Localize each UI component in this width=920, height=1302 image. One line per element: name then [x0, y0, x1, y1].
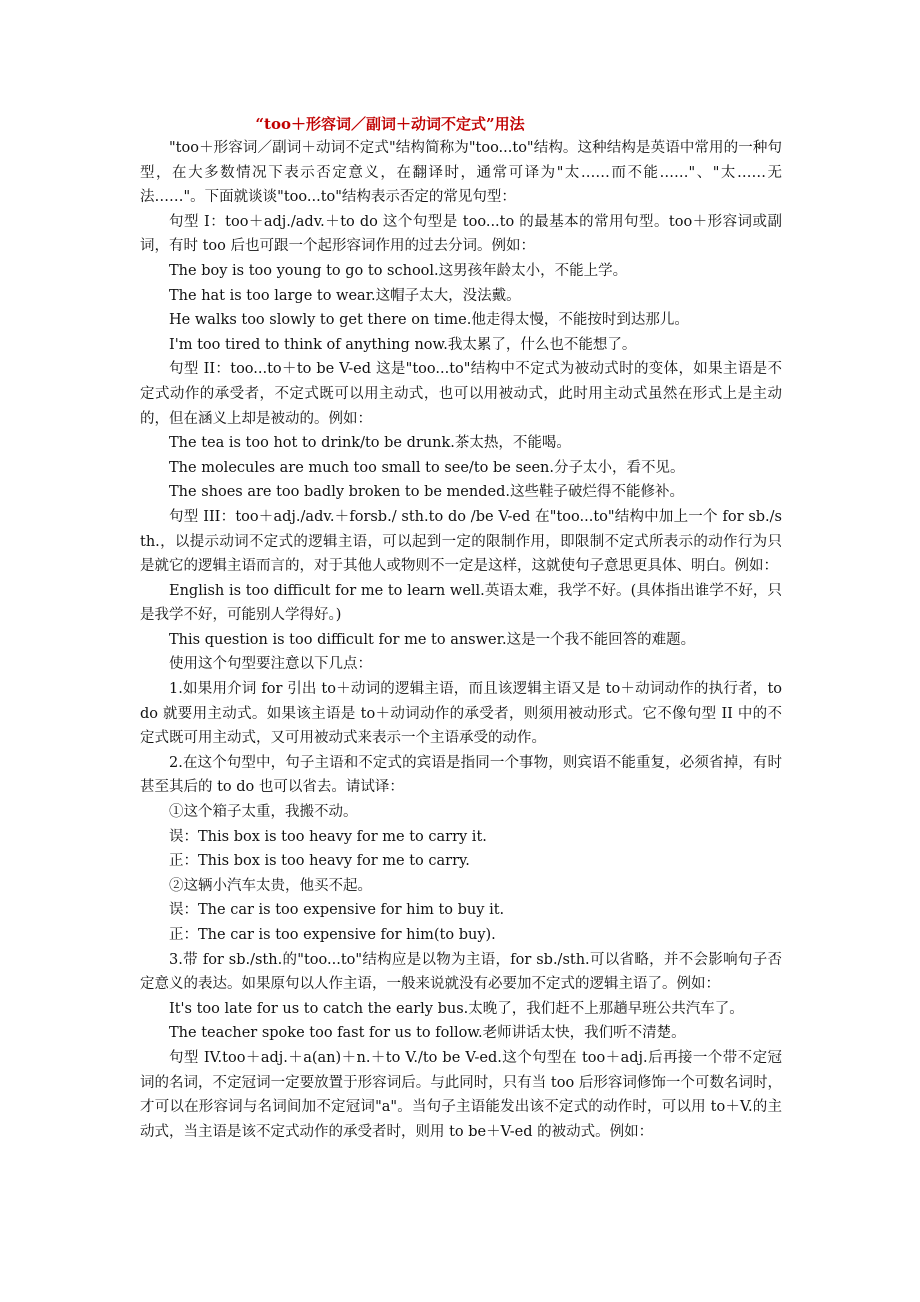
note-item: 3.带 for sb./sth.的"too...to"结构应是以物为主语，for sb./sth.可以省略，并不会影响句子否定意义的表达。如果原句以人作主语，一般来说就没有必要加不定式的逻辑主语了。例如： — [140, 951, 782, 993]
example-sentence: I'm too tired to think of anything now.我太累了，什么也不能想了。 — [169, 336, 637, 353]
paragraph-pattern-2: 句型 II：too...to＋to be V-ed 这是"too...to"结构中不定式为被动式时的变体，如果主语是不定式动作的承受者，不定式既可以用主动式，也可以用被动式，此时用主动式虽然在形式上是主动的，但在涵义上却是被动的。例如： — [140, 361, 782, 427]
note-item: 1.如果用介词 for 引出 to＋动词的逻辑主语，而且该逻辑主语又是 to＋动词动作的执行者，to do 就要用主动式。如果该主语是 to＋动词动作的承受者，则须用被动形式。它不像句型 II 中的不定式既可用主动式，又可用被动式来表示一个主语承受的动作。 — [140, 681, 782, 747]
example-sentence: It's too late for us to catch the early bus.太晚了，我们赶不上那趟早班公共汽车了。 — [169, 1000, 744, 1017]
document-body — [140, 136, 782, 1144]
example-sentence: The shoes are too badly broken to be mended.这些鞋子破烂得不能修补。 — [169, 484, 684, 501]
example-sentence: He walks too slowly to get there on time.他走得太慢，不能按时到达那儿。 — [169, 312, 689, 329]
example-sentence: The teacher spoke too fast for us to follow.老师讲话太快，我们听不清楚。 — [169, 1025, 686, 1042]
example-sentence: The molecules are much too small to see/to be seen.分子太小，看不见。 — [169, 459, 685, 476]
paragraph-pattern-3: 句型 III：too＋adj./adv.＋forsb./ sth.to do /be V-ed 在"too...to"结构中加上一个 for sb./sth.，以提示动词不定式的逻辑主语，可以起到一定的限制作用，即限制不定式所表示的动作行为只是就它的逻辑主语而言的，对于其他人或物则不一定是这样，这就使句子意思更具体、明白。例如： — [140, 508, 782, 575]
translation-prompt: ①这个箱子太重，我搬不动。 — [169, 804, 358, 821]
example-sentence: The tea is too hot to drink/to be drunk.茶太热，不能喝。 — [169, 435, 571, 452]
paragraph-pattern-1: 句型 I：too＋adj./adv.＋to do 这个句型是 too...to 的最基本的常用句型。too＋形容词或副词，有时 too 后也可跟一个起形容词作用的过去分词。例如： — [140, 213, 782, 255]
example-sentence: English is too difficult for me to learn well.英语太难，我学不好。(具体指出谁学不好，只是我学不好，可能别人学得好。) — [140, 582, 782, 624]
document-title: “too＋形容词／副词＋动词不定式”用法 — [255, 115, 525, 133]
translation-prompt: ②这辆小汽车太贵，他买不起。 — [169, 877, 372, 894]
paragraph-intro: "too＋形容词／副词＋动词不定式"结构简称为"too...to"结构。这种结构是英语中常用的一种句型，在大多数情况下表示否定意义，在翻译时，通常可译为"太……而不能……"、"太……无法……"。下面就谈谈"too...to"结构表示否定的常见句型： — [140, 140, 782, 206]
correct-example: 正：The car is too expensive for him(to buy). — [169, 927, 496, 943]
wrong-example: 误：This box is too heavy for me to carry it. — [169, 828, 487, 845]
example-sentence: This question is too difficult for me to answer.这是一个我不能回答的难题。 — [169, 631, 696, 648]
correct-example: 正：This box is too heavy for me to carry. — [169, 853, 470, 870]
notes-heading: 使用这个句型要注意以下几点： — [169, 656, 372, 673]
example-sentence: The boy is too young to go to school.这男孩年龄太小，不能上学。 — [169, 262, 628, 279]
paragraph-pattern-4: 句型 IV.too＋adj.＋a(an)＋n.＋to V./to be V-ed.这个句型在 too＋adj.后再接一个带不定冠词的名词，不定冠词一定要放置于形容词后。与此同时，只有当 too 后形容词修饰一个可数名词时，才可以在形容词与名词间加不定冠词"a"。当句子主语能发出该不定式的动作时，可以用 to＋V.的主动式，当主语是该不定式动作的承受者时，则用 to be＋V-ed 的被动式。例如： — [140, 1049, 782, 1140]
note-item: 2.在这个句型中，句子主语和不定式的宾语是指同一个事物，则宾语不能重复，必须省掉，有时甚至其后的 to do 也可以省去。请试译： — [140, 754, 782, 796]
wrong-example: 误：The car is too expensive for him to buy it. — [169, 902, 505, 919]
example-sentence: The hat is too large to wear.这帽子太大，没法戴。 — [169, 287, 521, 304]
